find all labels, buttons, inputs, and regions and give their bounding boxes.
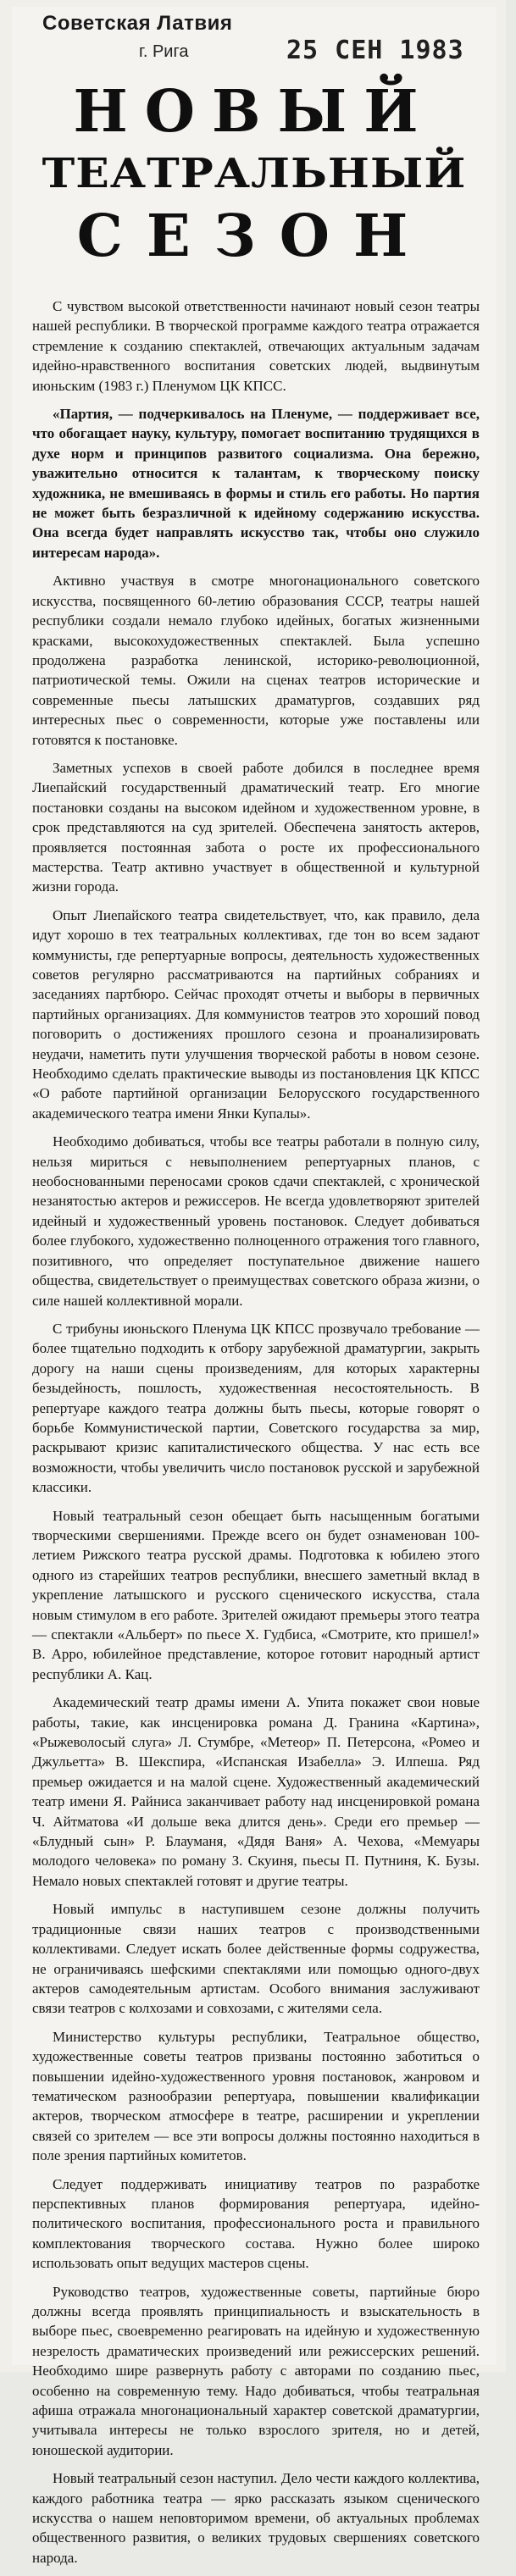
headline-line-3: СЕЗОН (76, 202, 432, 270)
date-stamp: 25 СЕН 1983 (286, 36, 464, 65)
article-paragraph: С чувством высокой ответственности начинают новый сезон театры нашей республики. В творческой программе каждого театра отражается стремление к созданию спектаклей, отвечающих актуальным задачам идейно-нравственного воспитания советских людей, выдвинутым июньским (1983 г.) Пленумом ЦК КПСС. (32, 298, 480, 394)
article-paragraph: Новый импульс в наступившем сезоне должны получить традиционные связи наших театров с производственными коллективами. Следует искать более действенные формы содружества, не ограничиваясь шефскими спектаклями или помощью одного-двух актеров самодеятельным артистам. Особого внимания заслуживают связи театров с колхозами и совхозами, с жителями села. (32, 1901, 480, 2017)
article-paragraph: Опыт Лиепайского театра свидетельствует, что, как правило, дела идут хорошо в тех театральных коллективах, где тон во всем задают коммунисты, где репертуарные вопросы, деятельность художественных советов регулярно рассматриваются на партийных собраниях и заседаниях партбюро. Сейчас проходят отчеты и выборы в первичных партийных организациях. Для коммунистов театров это хороший повод поговорить о достижениях прошлого сезона и проанализировать неудачи, наметить пути улучшения творческой работы в новом сезоне. Необходимо сделать практические выводы из постановления ЦК КПСС «О работе партийной организации Белорусского государственного академического театра имени Янки Купалы». (32, 906, 480, 1122)
headline-line-2: ТЕАТРАЛЬНЫЙ (42, 150, 467, 197)
article-paragraph: С трибуны июньского Пленума ЦК КПСС прозвучало требование — более тщательно подходить к отбору зарубежной драматургии, закрыть дорогу на наши сцены произведениям, для которых характерны безыдейность, пошлость, художественная несостоятельность. В репертуаре каждого театра должны быть пьесы, которые говорят о борьбе Коммунистической партии, Советского государства за мир, раскрывают кризис капиталистического общества. У нас есть все возможности, чтобы увеличить число постановок русской и зарубежной классики. (32, 1320, 480, 1496)
article-paragraph: Академический театр драмы имени А. Упита покажет свои новые работы, такие, как инсценировка романа Д. Гранина «Картина», «Рыжеволосый слуга» Л. Стумбре, «Метеор» П. Петерсона, «Ромео и Джульетта» В. Шекспира, «Испанская Изабелла» Э. Илпеша. Ряд премьер ожидается и на малой сцене. Художественный академический театр имени Я. Райниса заканчивает работу над инсценировкой романа Ч. Айтматова «И дольше века длится день». Среди его премьер — «Блудный сын» Р. Блауманя, «Дядя Ваня» А. Чехова, «Мемуары молодого человека» по роману З. Скуиня, пьесы П. Путниня, К. Бузы. Немало новых спектаклей готовят и другие театры. (32, 1694, 480, 1889)
article-paragraph: Новый театральный сезон обещает быть насыщенным богатыми творческими свершениями. Прежде всего он будет ознаменован 100-летием Рижского театра русской драмы. Подготовка к юбилею этого одного из старейших театров республики, внесшего заметный вклад в укрепление латышского и русского сценического искусства, стала новым стимулом в его работе. Зрителей ожидают премьеры этого театра — спектакли «Альберт» по пьесе Х. Гудбиса, «Смотрите, кто пришел!» В. Арро, юбилейное представление, которое готовит народный артист республики А. Кац. (32, 1507, 480, 1682)
article-paragraph: Новый театральный сезон наступил. Дело чести каждого коллектива, каждого работника театра — ярко рассказать языком сценического искусства о нашем неповторимом времени, об актуальных проблемах общественного развития, о великих трудовых свершениях советского народа. (32, 2470, 480, 2566)
newspaper-clipping (12, 7, 497, 2566)
article-paragraph: Министерство культуры республики, Театральное общество, художественные советы театров призваны постоянно заботиться о повышении идейно-художественного уровня постановок, жанровом и тематическом разнообразии репертуара, повышении квалификации актеров, творческом атмосфере в театре, расширении и укреплении связей со зрителем — все эти вопросы должны постоянно находиться в поле зрения партийных комитетов. (32, 2028, 480, 2164)
clipping-header (12, 7, 497, 83)
newspaper-name: Советская Латвия (42, 12, 233, 35)
article-body (32, 296, 480, 2576)
city-label: г. Рига (139, 42, 189, 61)
article-paragraph-quote: «Партия, — подчеркивалось на Пленуме, — поддерживает все, что обогащает науку, культуру, помогает воспитанию трудящихся в духе норм и принципов развитого социализма. Она бережно, уважительно относится к талантам, к творческому поиску художника, не вмешиваясь в формы и стиль его работы. Но партия не может быть безразличной к идейному содержанию искусства. Она всегда будет направлять искусство так, чтобы оно служило интересам народа». (32, 406, 480, 561)
article-paragraph: Активно участвуя в смотре многонационального советского искусства, посвященного 60-летию образования СССР, театры нашей республики создали немало глубоко идейных, богатых жизненными красками, высокохудожественных спектаклей. Была успешно продолжена разработка ленинской, историко-революционной, патриотической темы. Ожили на сценах театров исторические и современные пьесы латышских драматургов, создавших ряд интересных пьес о современности, которые уже поставлены или готовятся к постановке. (32, 573, 480, 748)
article-paragraph: Заметных успехов в своей работе добился в последнее время Лиепайский государственный драматический театр. Его многие постановки созданы на высоком идейном и художественном уровне, в срок представляются на суд зрителей. Обеспечена занятость актеров, проявляется постоянная забота о росте их профессионального мастерства. Театр активно участвует в общественной и культурной жизни города. (32, 759, 480, 895)
headline-line-1: НОВЫЙ (73, 78, 436, 146)
article-headline (12, 78, 497, 271)
article-paragraph: Необходимо добиваться, чтобы все театры работали в полную силу, нельзя мириться с невыполнением репертуарных планов, с необоснованными переносами сроков сдачи спектаклей, с хронической незанятостью актеров и режиссеров. Не всегда удовлетворяют зрителей идейный и художественный уровень постановок. Следует добиваться более глубокого, художественно полноценного отражения того главного, позитивного, что определяет поступательное движение нашего общества, свидетельствует о преимуществах советского образа жизни, о силе нашей коллективной морали. (32, 1133, 480, 1309)
article-paragraph: Руководство театров, художественные советы, партийные бюро должны всегда проявлять принципиальность и взыскательность в выборе пьес, своевременно реагировать на идейную и художественную незрелость драматических произведений или режиссерских решений. Необходимо шире развернуть работу с авторами по созданию пьес, особенно на современную тему. Надо добиваться, чтобы театральная афиша отражала многонациональный характер советской драматургии, учитывала интересы не только взрослого зрителя, но и детей, юношеской аудитории. (32, 2283, 480, 2458)
article-paragraph: Следует поддерживать инициативу театров по разработке перспективных планов формирования репертуара, идейно-политического воспитания, профессионального роста и правильного комплектования творческого состава. Нужно более широко использовать опыт ведущих мастеров сцены. (32, 2175, 480, 2272)
